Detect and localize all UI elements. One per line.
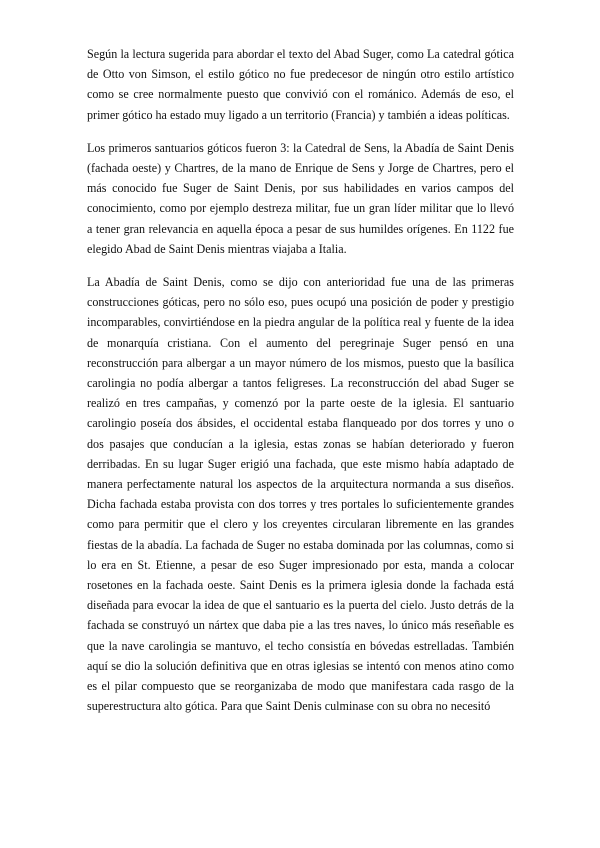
paragraph-3: La Abadía de Saint Denis, como se dijo con anterioridad fue una de las primeras construcciones góticas, pero no sólo eso, pues ocupó una posición de poder y prestigio incomparables, convirtiéndose en la piedra angular de la política real y fuente de la idea de monarquía cristiana. Con el aumento del peregrinaje Suger pensó en una reconstrucción para albergar a un mayor número de los mismos, puesto que la basílica carolingia no podía albergar a tantos feligreses. La reconstrucción del abad Suger se realizó en tres campañas, y comenzó por la parte oeste de la iglesia. El santuario carolingio poseía dos ábsides, el occidental estaba flanqueado por dos torres y uno o dos pasajes que conducían a la iglesia, estas zonas se habían deteriorado y fueron derribadas. En su lugar Suger erigió una fachada, que este mismo había adaptado de manera perfectamente natural los aspectos de la arquitectura normanda a sus diseños. Dicha fachada estaba provista con dos torres y tres portales lo suficientemente grandes como para permitir que el clero y los creyentes circularan libremente en las grandes fiestas de la abadía. La fachada de Suger no estaba dominada por las columnas, como si lo era en St. Etienne, a pesar de eso Suger impresionado por esta, manda a colocar rosetones en la fachada oeste. Saint Denis es la primera iglesia donde la fachada está diseñada para evocar la idea de que el santuario es la puerta del cielo. Justo detrás de la fachada se construyó un nártex que daba pie a las tres naves, lo único más reseñable es que la nave carolingia se mantuvo, el techo consistía en bóvedas estrelladas. También aquí se dio la solución definitiva que en otras iglesias se intentó con menos atino como es el pilar compuesto que se reorganizaba de modo que manifestara cada rasgo de la superestructura alto gótica. Para que Saint Denis culminase con su obra no necesitó	[87, 275, 514, 714]
paragraph-2: Los primeros santuarios góticos fueron 3: la Catedral de Sens, la Abadía de Saint Denis (fachada oeste) y Chartres, de la mano de Enrique de Sens y Jorge de Chartres, pero el más conocido fue Suger de Saint Denis, por sus habilidades en varios campos del conocimiento, como por ejemplo destreza militar, fue un gran líder militar que lo llevó a tener gran relevancia en aquella época a pesar de sus humildes orígenes. En 1122 fue elegido Abad de Saint Denis mientras viajaba a Italia.	[87, 140, 514, 256]
paragraph-1: Según la lectura sugerida para abordar el texto del Abad Suger, como La catedral gótica de Otto von Simson, el estilo gótico no fue predecesor de ningún otro estilo artístico como se cree normalmente puesto que convivió con el románico. Además de eso, el primer gótico ha estado muy ligado a un territorio (Francia) y también a ideas políticas.	[87, 47, 514, 122]
document-body	[87, 44, 514, 730]
